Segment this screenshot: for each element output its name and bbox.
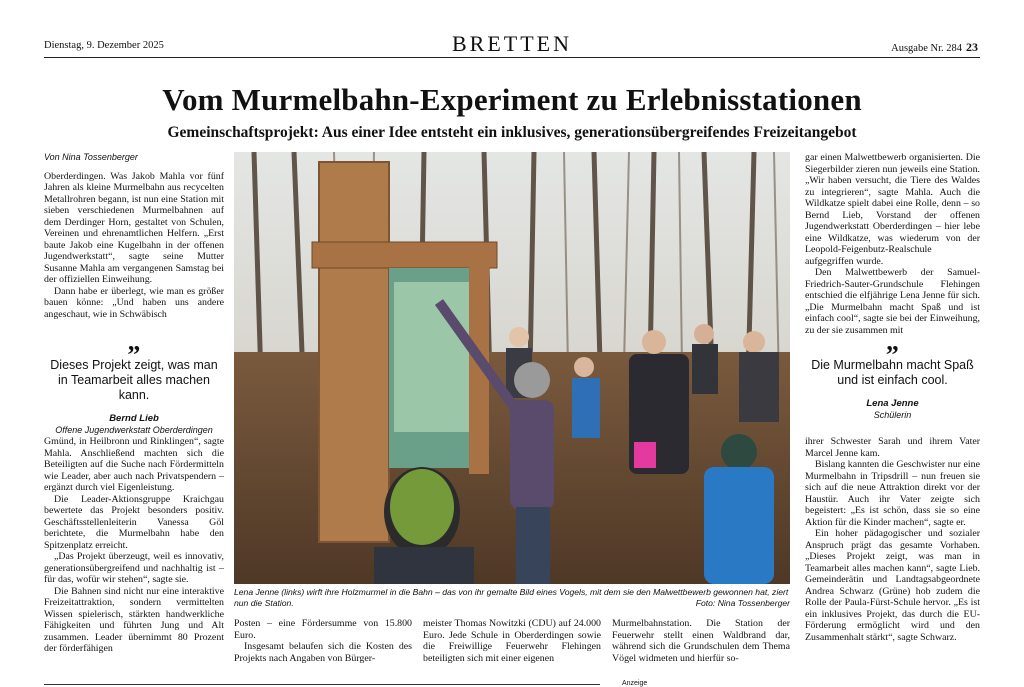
article-subheadline: Gemeinschaftsprojekt: Aus einer Idee entsteht ein inklusives, generationsübergreifendes Freizeitangebot	[167, 124, 857, 141]
middle-column-3	[612, 618, 790, 664]
caption-text: Lena Jenne (links) wirft ihre Holzmurmel in die Bahn – das von ihr gemalte Bild eines Vogels, mit dem sie den Malwettbewerb gewonnen hat, ziert nun die Station.	[234, 587, 789, 608]
quote-role: Offene Jugendwerkstatt Oberderdingen	[55, 425, 213, 435]
quote-text: Dieses Projekt zeigt, was man in Teamarbeit alles machen kann.	[50, 358, 218, 402]
paragraph: Bislang kannten die Geschwister nur eine Murmelbahn in Tripsdrill – nun freuen sie sich auf die neue Attraktion direkt vor der Haustür. Auch ihr Vater zeigte sich begeistert: „Es ist schön, dass sie so eine Aktion für die Kinder machen“, sagte er.	[805, 459, 980, 528]
right-column-bottom	[805, 436, 980, 643]
quote-mark-icon: „	[886, 327, 899, 356]
paragraph: Insgesamt belaufen sich die Kosten des Projekts nach Angaben von Bürger-	[234, 641, 412, 664]
middle-column-2	[423, 618, 601, 664]
quote-author: Lena Jenne	[866, 398, 919, 409]
paragraph: Posten – eine Fördersumme von 15.800 Euro.	[234, 618, 412, 641]
quote-mark-icon: „	[127, 327, 141, 356]
paragraph: Ein hoher pädagogischer und sozialer Anspruch prägt das gesamte Vorhaben. „Dieses Projekt zeigt, was man in Teamarbeit alles machen kann“, sagte Lieb. Gemeinderätin und Landtagsabgeordnete Andrea Schwarz (Grüne) hob zudem die Rolle der Paula-Fürst-Schule hervor. „Es ist ein inklusives Projekt, das durch die EU-Förderung ermöglicht wird und den Zusammenhalt stärkt“, sagte Schwarz.	[805, 528, 980, 643]
pull-quote-right	[805, 327, 980, 420]
paragraph: „Das Projekt überzeugt, weil es innovativ, generationsübergreifend und nachhaltig ist – für das, wofür wir stehen“, sagte sie.	[44, 551, 224, 585]
paragraph: gar einen Malwettbewerb organisierten. Die Siegerbilder zieren nun jeweils eine Station. „Wir haben versucht, die Tiere des Waldes zu integrieren“, sagte Mahla. Auch die Wildkatze spielt dabei eine Rolle, denn – so Bernd Lieb, Vorstand der offenen Jugendwerkstatt Oberderdingen – hier lebe eine Wildkatze, was wiederum von der Leopold-Feigenbutz-Realschule aufgegriffen wurde.	[805, 152, 980, 267]
paragraph: Murmelbahnstation. Die Station der Feuerwehr stellt einen Waldbrand dar, während sich die Grundschulen dem Thema Vögel widmeten und hierfür so-	[612, 618, 790, 664]
photo-credit: Foto: Nina Tossenberger	[695, 598, 790, 608]
photo-illustration	[234, 152, 790, 584]
paragraph: ihrer Schwester Sarah und ihrem Vater Marcel Jenne kam.	[805, 436, 980, 459]
header-rule	[44, 57, 980, 58]
paragraph: meister Thomas Nowitzki (CDU) auf 24.000 Euro. Jede Schule in Oberderdingen sowie die Freiwillige Feuerwehr Flehingen beteiligten sich mit einer eigenen	[423, 618, 601, 664]
quote-role: Schülerin	[873, 410, 912, 420]
issue-date: Dienstag, 9. Dezember 2025	[44, 40, 164, 51]
issue-label: Ausgabe Nr. 284	[891, 43, 962, 54]
article-headline: Vom Murmelbahn-Experiment zu Erlebnisstationen	[162, 82, 862, 117]
author-line: Von Nina Tossenberger	[44, 152, 138, 162]
right-column-top	[805, 152, 980, 336]
issue-number	[891, 40, 978, 55]
middle-column-1	[234, 618, 412, 664]
paragraph: Den Malwettbewerb der Samuel-Friedrich-Sauter-Grundschule Flehingen entschied die elfjährige Lena Jenne für sich. „Die Murmelbahn macht Spaß und ist einfach cool“, sagte sie bei der Einweihung, zu der sie zusammen mit	[805, 267, 980, 336]
section-title: BRETTEN	[452, 31, 572, 56]
quote-author: Bernd Lieb	[109, 413, 159, 424]
left-column-bottom	[44, 436, 224, 655]
paragraph: Oberderdingen. Was Jakob Mahla vor fünf Jahren als kleine Murmelbahn aus recycelten Metallrohren begann, ist nun eine Station mit sieben verschiedenen Murmelbahnen auf dem Derdinger Horn, gestaltet von Schulen, Vereinen und ehrenamtlichen Helfern. „Erst baute Jakob eine Kugelbahn in der offenen Jugendwerkstatt“, sagte seine Mutter Susanne Mahla am vergangenen Samstag bei der offiziellen Einweihung.	[44, 170, 224, 285]
paragraph: Die Leader-Aktionsgruppe Kraichgau bewertete das Projekt besonders positiv. Geschäftsstellenleiterin Vanessa Göl berichtete, die Murmelbahn habe den Spitzenplatz erreicht.	[44, 493, 224, 551]
paragraph: Gmünd, in Heilbronn und Rinklingen“, sagte Mahla. Anschließend machten sich die Beteiligten auf die Suche nach Fördermitteln wie Leader, aber auch nach Privatspendern – ergänzt durch viel Eigenleistung.	[44, 436, 224, 493]
quote-text: Die Murmelbahn macht Spaß und ist einfach cool.	[811, 358, 974, 387]
article-photo	[234, 152, 790, 584]
pull-quote-left	[44, 327, 224, 435]
ad-label: Anzeige	[622, 680, 648, 687]
photo-caption	[234, 587, 790, 609]
footer-rule	[44, 684, 600, 685]
page-number: 23	[966, 40, 978, 54]
left-column-top	[44, 152, 224, 320]
paragraph: Die Bahnen sind nicht nur eine interaktive Freizeitattraktion, sondern vermittelten Wissen spielerisch, stärkten handwerkliche Fähigkeiten und führten Jung und Alt zusammen. Leader übernimmt 80 Prozent der förderfähigen	[44, 585, 224, 654]
paragraph: Dann habe er überlegt, wie man es größer bauen könne: „Und haben uns andere angeschaut, wie in Schwäbisch	[44, 285, 224, 320]
